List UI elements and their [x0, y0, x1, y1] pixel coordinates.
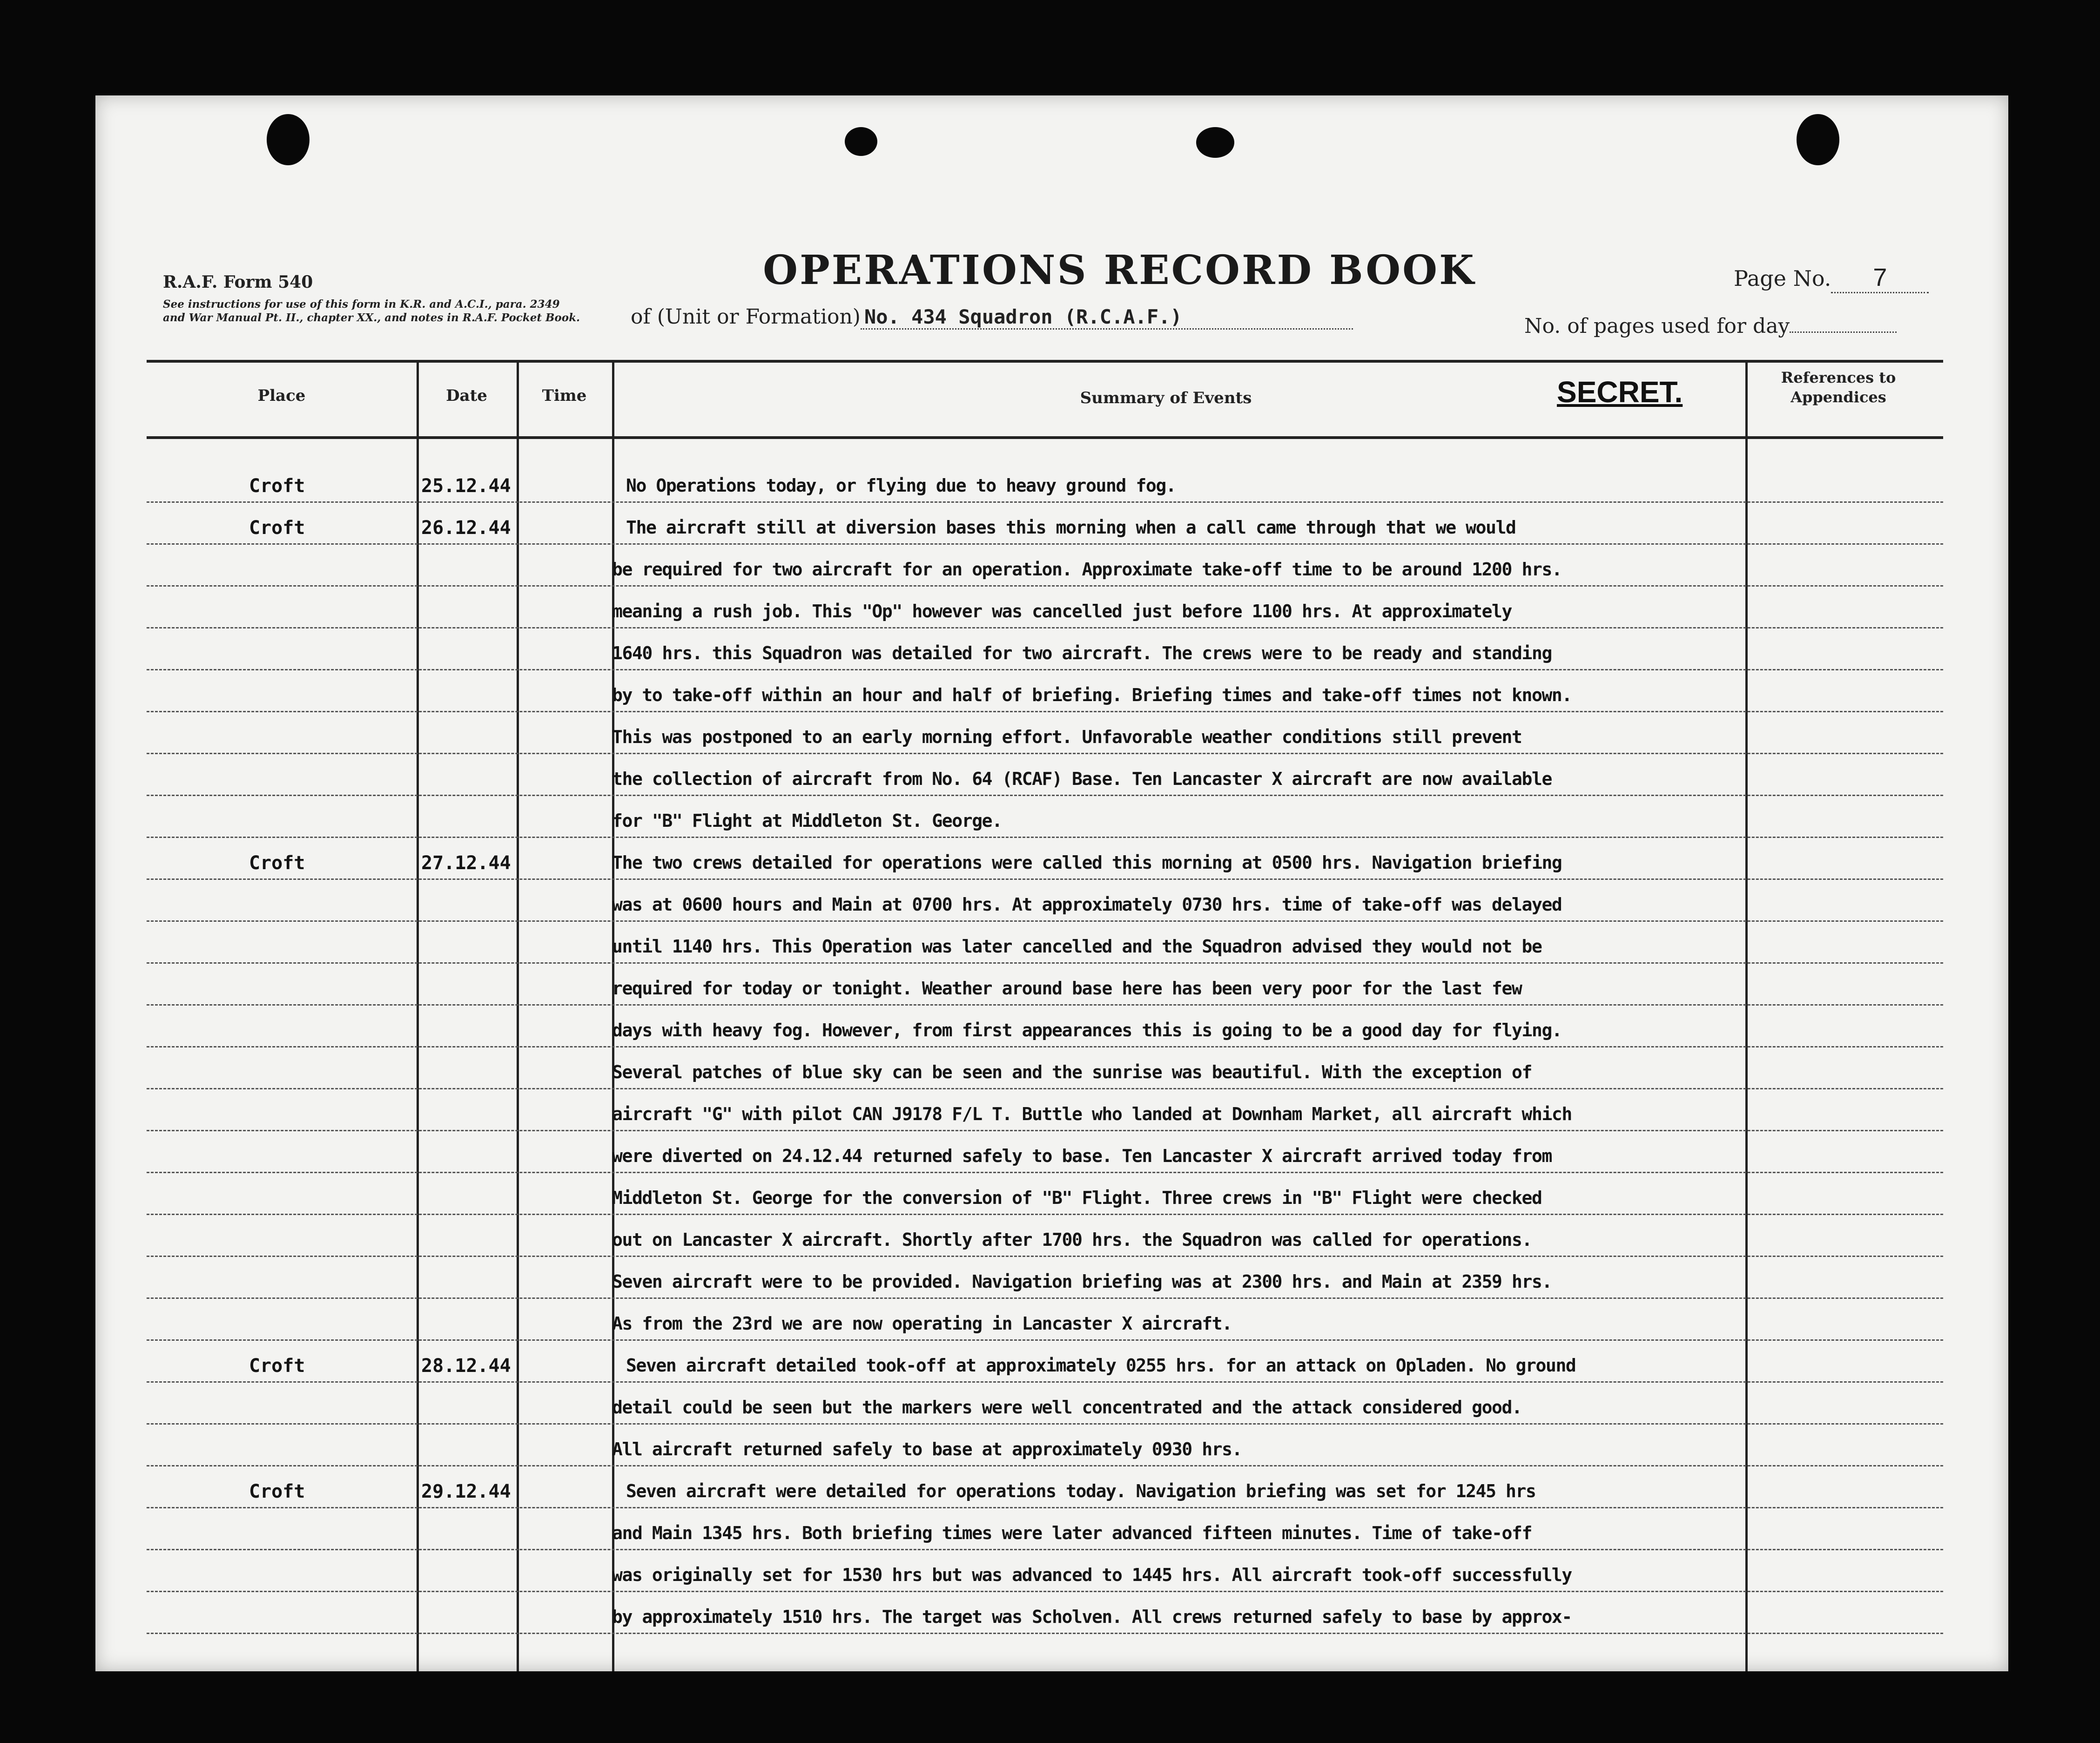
entry-place: Croft	[249, 1481, 305, 1502]
summary-line: days with heavy fog. However, from first appearances this is going to be a good day for flying.	[612, 1020, 1562, 1040]
summary-line: required for today or tonight. Weather around base here has been very poor for the last few	[612, 978, 1522, 999]
ruled-line	[147, 1423, 1943, 1425]
ruled-line	[147, 585, 1943, 587]
column-divider	[417, 360, 419, 1671]
entry-place: Croft	[249, 852, 305, 874]
summary-line: out on Lancaster X aircraft. Shortly after 1700 hrs. the Squadron was called for operations.	[612, 1230, 1532, 1250]
ruled-line	[147, 1339, 1943, 1341]
column-header-time: Time	[542, 386, 587, 405]
ruled-line	[147, 711, 1943, 712]
ruled-line	[147, 627, 1943, 628]
summary-line: As from the 23rd we are now operating in Lancaster X aircraft.	[612, 1313, 1232, 1334]
entry-place: Croft	[249, 517, 305, 539]
summary-line: Seven aircraft were to be provided. Navigation briefing was at 2300 hrs. and Main at 2359 hrs.	[612, 1271, 1552, 1292]
ruled-line	[147, 1256, 1943, 1257]
punch-hole	[845, 127, 877, 156]
summary-line: Seven aircraft were detailed for operations today. Navigation briefing was set for 1245 hrs	[626, 1481, 1536, 1501]
unit-label: of (Unit or Formation)	[631, 305, 861, 329]
ruled-line	[147, 1633, 1943, 1634]
ruled-line	[147, 1046, 1943, 1047]
entry-date: 25.12.44	[421, 475, 511, 497]
page-number-label: Page No.	[1734, 266, 1831, 291]
pages-used-label: No. of pages used for day	[1524, 314, 1790, 338]
ruled-line	[147, 1549, 1943, 1550]
ruled-line	[147, 1465, 1943, 1466]
ruled-line	[147, 1297, 1943, 1299]
summary-line: Middleton St. George for the conversion of "B" Flight. Three crews in "B" Flight were checked	[612, 1188, 1542, 1208]
summary-line: All aircraft returned safely to base at approximately 0930 hrs.	[612, 1439, 1242, 1459]
summary-line: be required for two aircraft for an operation. Approximate take-off time to be around 1200 hrs.	[612, 559, 1562, 580]
column-header-summary: Summary of Events	[1080, 389, 1252, 407]
summary-line: aircraft "G" with pilot CAN J9178 F/L T. Buttle who landed at Downham Market, all aircraft which	[612, 1104, 1572, 1124]
column-header-date: Date	[446, 386, 487, 405]
summary-line: detail could be seen but the markers were well concentrated and the attack considered good.	[612, 1397, 1522, 1418]
column-divider	[517, 360, 519, 1671]
unit-field	[631, 305, 1353, 330]
summary-line: Several patches of blue sky can be seen and the sunrise was beautiful. With the exception of	[612, 1062, 1532, 1082]
page-title: OPERATIONS RECORD BOOK	[763, 247, 1476, 294]
summary-line: until 1140 hrs. This Operation was later cancelled and the Squadron advised they would not be	[612, 936, 1542, 957]
record-sheet	[95, 95, 2008, 1671]
column-divider	[1745, 360, 1748, 1671]
summary-line: by approximately 1510 hrs. The target was Scholven. All crews returned safely to base by approx-	[612, 1607, 1572, 1627]
summary-line: 1640 hrs. this Squadron was detailed for two aircraft. The crews were to be ready and standing	[612, 643, 1552, 663]
ruled-line	[147, 1172, 1943, 1173]
summary-line: and Main 1345 hrs. Both briefing times were later advanced fifteen minutes. Time of take-off	[612, 1523, 1532, 1543]
summary-line: was at 0600 hours and Main at 0700 hrs. At approximately 0730 hrs. time of take-off was delayed	[612, 894, 1562, 915]
ruled-line	[147, 1214, 1943, 1215]
column-header-place: Place	[257, 386, 306, 405]
ruled-line	[147, 878, 1943, 880]
ruled-line	[147, 1130, 1943, 1131]
form-instructions: See instructions for use of this form in K.R. and A.C.I., para. 2349 and War Manual Pt. II., chapter XX., and notes in R.A.F. Pocket Book.	[163, 298, 580, 324]
pages-used-field	[1524, 314, 1897, 338]
page-number	[1734, 263, 1929, 293]
ruled-line	[147, 795, 1943, 796]
form-identifier	[163, 272, 582, 324]
security-classification: SECRET.	[1557, 375, 1683, 409]
ruled-line	[147, 920, 1943, 922]
ruled-line	[147, 1004, 1943, 1006]
ruled-line	[147, 962, 1943, 964]
summary-line: The two crews detailed for operations were called this morning at 0500 hrs. Navigation briefing	[612, 852, 1562, 873]
summary-line: were diverted on 24.12.44 returned safely to base. Ten Lancaster X aircraft arrived today from	[612, 1146, 1552, 1166]
summary-line: No Operations today, or flying due to heavy ground fog.	[626, 475, 1176, 496]
ruled-line	[147, 753, 1943, 754]
summary-line: This was postponed to an early morning effort. Unfavorable weather conditions still prevent	[612, 727, 1522, 747]
summary-line: the collection of aircraft from No. 64 (RCAF) Base. Ten Lancaster X aircraft are now available	[612, 769, 1552, 789]
form-name: R.A.F. Form 540	[163, 272, 313, 292]
punch-hole	[267, 114, 310, 165]
column-divider	[612, 360, 614, 1671]
punch-hole	[1196, 127, 1234, 158]
summary-line: The aircraft still at diversion bases this morning when a call came through that we would	[626, 517, 1516, 538]
punch-hole	[1797, 114, 1839, 165]
entry-place: Croft	[249, 1355, 305, 1377]
summary-line: meaning a rush job. This "Op" however was cancelled just before 1100 hrs. At approximately	[612, 601, 1512, 622]
header-bottom-rule	[147, 436, 1943, 439]
entry-place: Croft	[249, 475, 305, 497]
entry-date: 28.12.44	[421, 1355, 511, 1377]
ruled-line	[147, 1591, 1943, 1592]
table-top-rule	[147, 360, 1943, 363]
entry-date: 26.12.44	[421, 517, 511, 539]
column-header-references: References to Appendices	[1781, 369, 1896, 406]
ruled-line	[147, 1088, 1943, 1089]
ruled-line	[147, 837, 1943, 838]
summary-line: for "B" Flight at Middleton St. George.	[612, 811, 1002, 831]
entry-date: 27.12.44	[421, 852, 511, 874]
summary-line: was originally set for 1530 hrs but was advanced to 1445 hrs. All aircraft took-off successfully	[612, 1565, 1572, 1585]
pages-used-blank	[1790, 331, 1897, 333]
summary-line: by to take-off within an hour and half of briefing. Briefing times and take-off times not known.	[612, 685, 1572, 705]
entry-date: 29.12.44	[421, 1481, 511, 1502]
ruled-line	[147, 1381, 1943, 1383]
ruled-line	[147, 501, 1943, 503]
ruled-line	[147, 1507, 1943, 1508]
unit-value: No. 434 Squadron (R.C.A.F.)	[861, 305, 1353, 330]
ruled-line	[147, 543, 1943, 545]
summary-line: Seven aircraft detailed took-off at approximately 0255 hrs. for an attack on Opladen. No ground	[626, 1355, 1576, 1376]
page-number-value: 7	[1831, 263, 1929, 293]
ruled-line	[147, 669, 1943, 670]
